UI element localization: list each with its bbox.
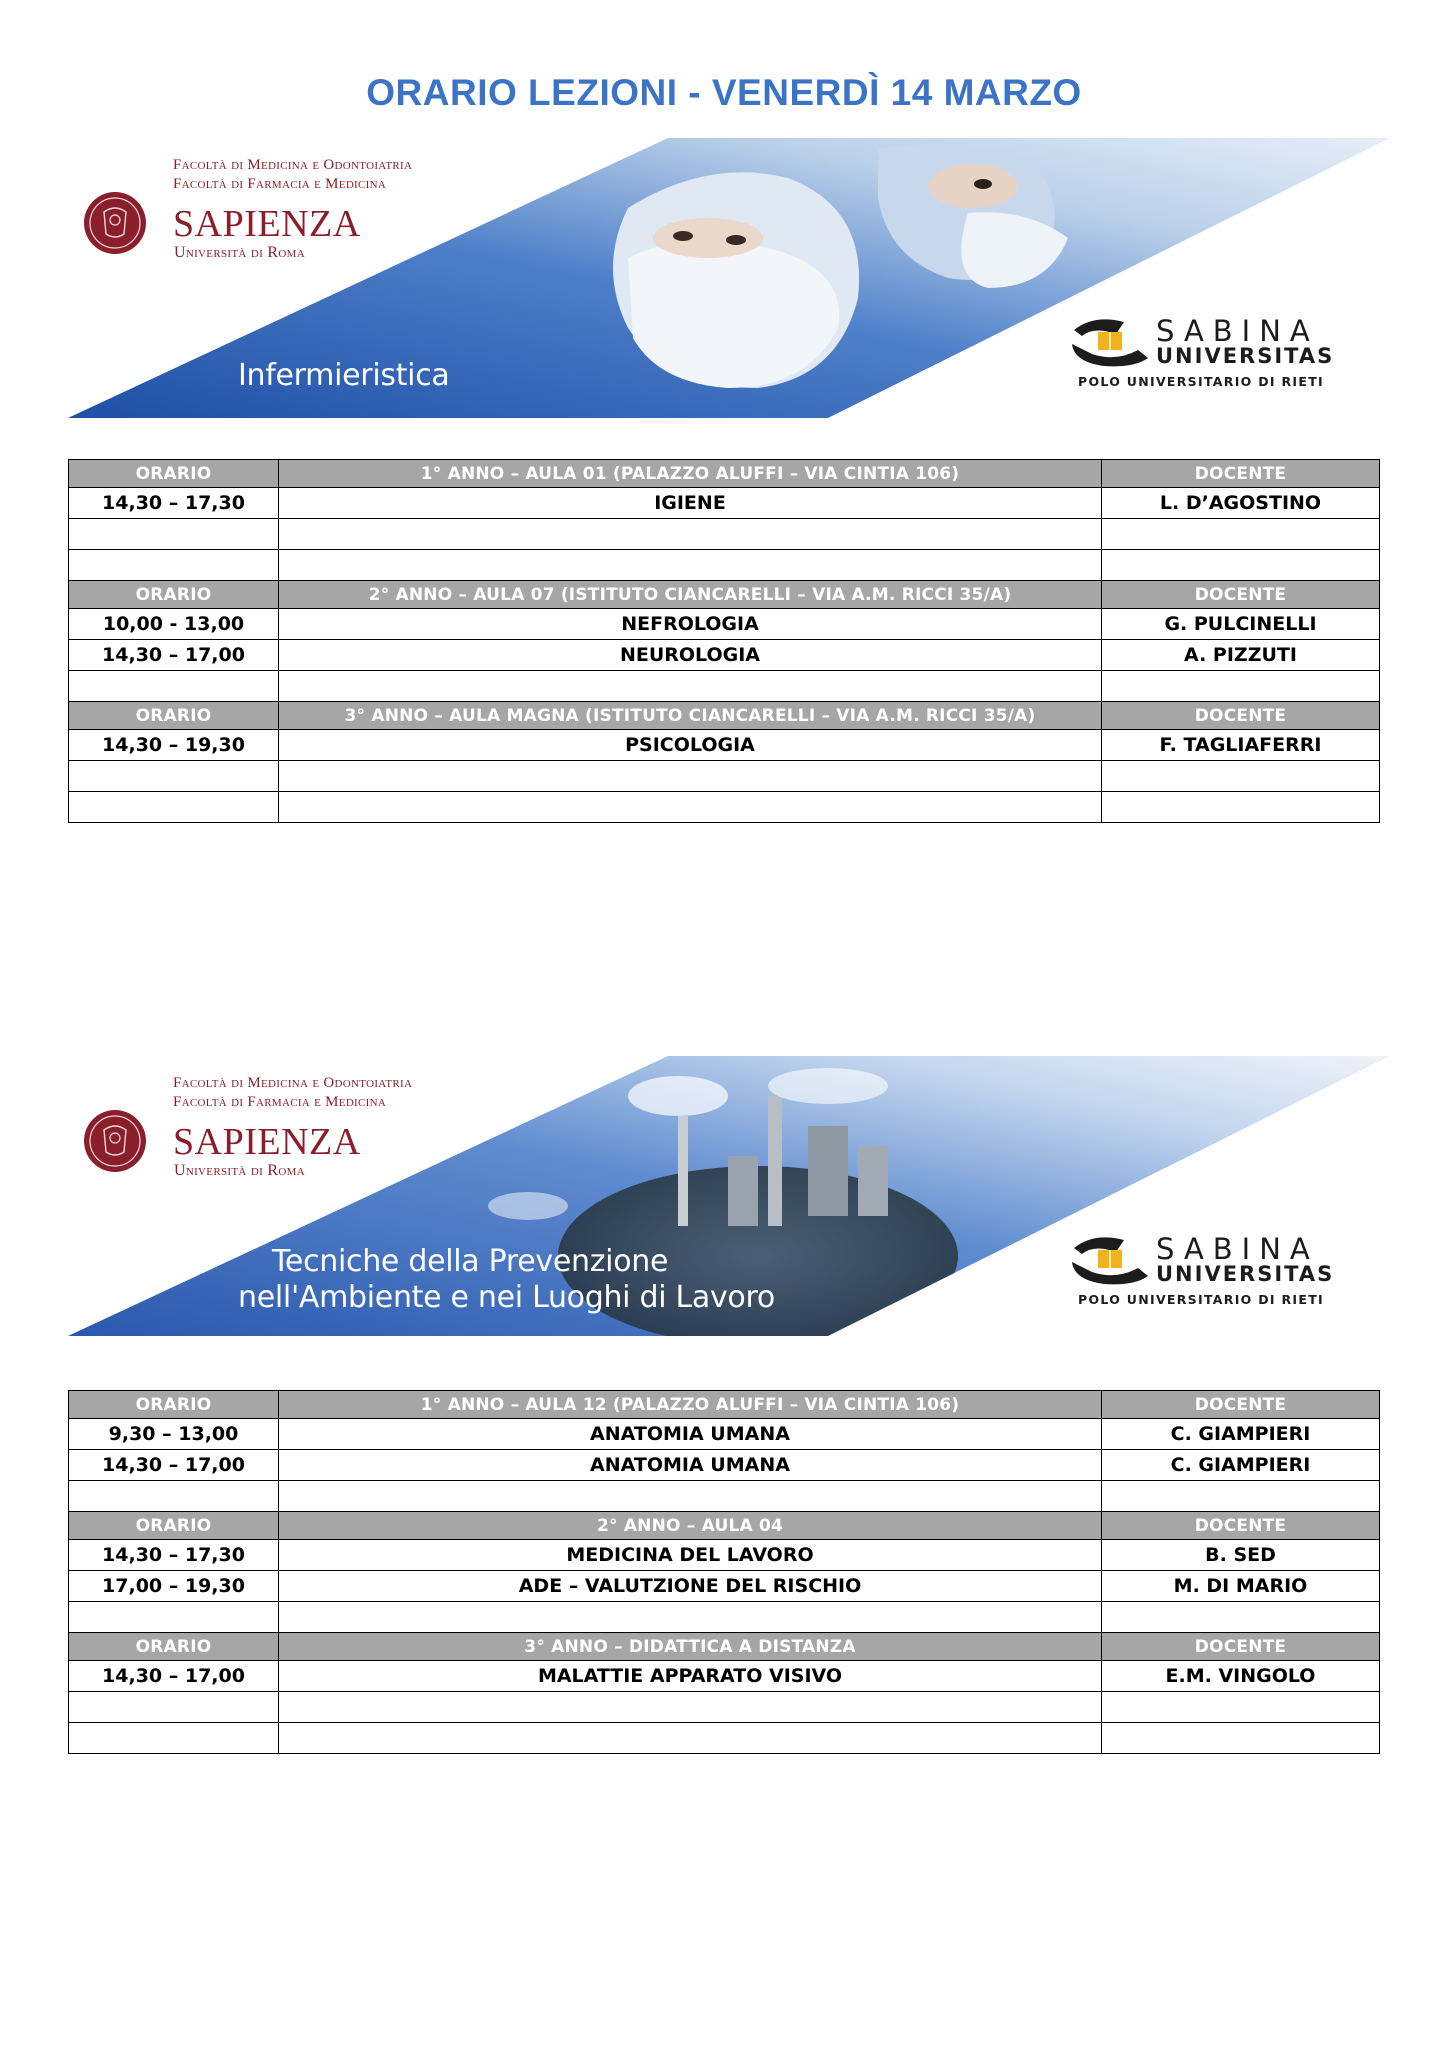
teacher-cell: C. GIAMPIERI [1102, 1450, 1380, 1481]
university-subtitle: Università di Roma [174, 244, 305, 261]
header-time: ORARIO [69, 1391, 279, 1419]
sabina-book-icon [1064, 1232, 1164, 1292]
time-cell: 14,30 – 17,00 [69, 1450, 279, 1481]
course-name [238, 1244, 775, 1316]
table-row [69, 640, 1380, 671]
table-row [69, 1419, 1380, 1450]
time-cell [69, 1481, 279, 1512]
universitas-word: UNIVERSITAS [1156, 1262, 1335, 1286]
teacher-cell [1102, 550, 1380, 581]
table-row [69, 1723, 1380, 1754]
table-row [69, 792, 1380, 823]
time-cell [69, 1602, 279, 1633]
header-year-room: 1° ANNO – AULA 12 (PALAZZO ALUFFI – VIA CINTIA 106) [279, 1391, 1102, 1419]
table-row [69, 730, 1380, 761]
teacher-cell: E.M. VINGOLO [1102, 1661, 1380, 1692]
sabina-book-icon [1064, 314, 1164, 374]
sabina-word: SABINA [1156, 314, 1319, 348]
teacher-cell: M. DI MARIO [1102, 1571, 1380, 1602]
header-year-room: 2° ANNO – AULA 04 [279, 1512, 1102, 1540]
teacher-cell [1102, 1723, 1380, 1754]
banner-tecniche-prevenzione [68, 1056, 1390, 1336]
teacher-cell [1102, 792, 1380, 823]
table-row [69, 488, 1380, 519]
subject-cell: ANATOMIA UMANA [279, 1450, 1102, 1481]
teacher-cell: F. TAGLIAFERRI [1102, 730, 1380, 761]
teacher-cell [1102, 1481, 1380, 1512]
subject-cell [279, 1602, 1102, 1633]
course-name [238, 358, 449, 394]
time-cell [69, 519, 279, 550]
banner-infermieristica [68, 138, 1390, 418]
time-cell [69, 671, 279, 702]
time-cell [69, 761, 279, 792]
table-row [69, 671, 1380, 702]
sabina-word: SABINA [1156, 1232, 1319, 1266]
table-row [69, 1481, 1380, 1512]
polo-universitario: POLO UNIVERSITARIO DI RIETI [1078, 1292, 1324, 1307]
header-year-room: 1° ANNO – AULA 01 (PALAZZO ALUFFI – VIA CINTIA 106) [279, 460, 1102, 488]
subject-cell: MEDICINA DEL LAVORO [279, 1540, 1102, 1571]
subject-cell: IGIENE [279, 488, 1102, 519]
teacher-cell [1102, 671, 1380, 702]
table-header-row [69, 702, 1380, 730]
time-cell: 14,30 – 17,30 [69, 488, 279, 519]
header-year-room: 2° ANNO – AULA 07 (ISTITUTO CIANCARELLI – VIA A.M. RICCI 35/A) [279, 581, 1102, 609]
time-cell [69, 550, 279, 581]
header-time: ORARIO [69, 1512, 279, 1540]
subject-cell [279, 792, 1102, 823]
subject-cell [279, 550, 1102, 581]
table-header-row [69, 1633, 1380, 1661]
schedule-table-tecniche-prevenzione [68, 1390, 1380, 1754]
header-teacher: DOCENTE [1102, 1512, 1380, 1540]
table-row [69, 1450, 1380, 1481]
header-year-room: 3° ANNO – DIDATTICA A DISTANZA [279, 1633, 1102, 1661]
subject-cell: NEUROLOGIA [279, 640, 1102, 671]
subject-cell: NEFROLOGIA [279, 609, 1102, 640]
teacher-cell: G. PULCINELLI [1102, 609, 1380, 640]
header-time: ORARIO [69, 581, 279, 609]
page-title: ORARIO LEZIONI - VENERDÌ 14 MARZO [366, 72, 1082, 113]
table-row [69, 1571, 1380, 1602]
subject-cell [279, 1692, 1102, 1723]
table-row [69, 761, 1380, 792]
table-header-row [69, 1512, 1380, 1540]
time-cell [69, 1723, 279, 1754]
teacher-cell: B. SED [1102, 1540, 1380, 1571]
header-teacher: DOCENTE [1102, 702, 1380, 730]
subject-cell: MALATTIE APPARATO VISIVO [279, 1661, 1102, 1692]
polo-universitario: POLO UNIVERSITARIO DI RIETI [1078, 374, 1324, 389]
header-teacher: DOCENTE [1102, 460, 1380, 488]
time-cell: 14,30 – 17,30 [69, 1540, 279, 1571]
subject-cell: ADE – VALUTZIONE DEL RISCHIO [279, 1571, 1102, 1602]
subject-cell [279, 519, 1102, 550]
header-teacher: DOCENTE [1102, 1391, 1380, 1419]
faculty-names [173, 1074, 412, 1112]
time-cell: 14,30 – 17,00 [69, 1661, 279, 1692]
course-line-2: nell'Ambiente e nei Luoghi di Lavoro [238, 1280, 775, 1315]
course-line-1: Tecniche della Prevenzione [272, 1244, 669, 1279]
header-time: ORARIO [69, 1633, 279, 1661]
header-year-room: 3° ANNO – AULA MAGNA (ISTITUTO CIANCARELLI – VIA A.M. RICCI 35/A) [279, 702, 1102, 730]
universitas-word: UNIVERSITAS [1156, 344, 1335, 368]
table-row [69, 1661, 1380, 1692]
teacher-cell [1102, 761, 1380, 792]
table-row [69, 1540, 1380, 1571]
subject-cell [279, 761, 1102, 792]
table-row [69, 1602, 1380, 1633]
time-cell: 10,00 - 13,00 [69, 609, 279, 640]
faculty-line-1: Facoltà di Medicina e Odontoiatria [173, 1075, 413, 1091]
teacher-cell [1102, 1602, 1380, 1633]
header-time: ORARIO [69, 702, 279, 730]
schedule-table-infermieristica [68, 459, 1380, 823]
header-time: ORARIO [69, 460, 279, 488]
time-cell: 17,00 – 19,30 [69, 1571, 279, 1602]
time-cell: 14,30 – 19,30 [69, 730, 279, 761]
subject-cell [279, 1481, 1102, 1512]
course-line-1: Infermieristica [238, 358, 450, 393]
time-cell: 14,30 – 17,00 [69, 640, 279, 671]
university-subtitle: Università di Roma [174, 1162, 305, 1179]
table-row [69, 609, 1380, 640]
subject-cell: PSICOLOGIA [279, 730, 1102, 761]
subject-cell: ANATOMIA UMANA [279, 1419, 1102, 1450]
table-row [69, 550, 1380, 581]
sabina-universitas-logo [1064, 314, 1364, 394]
teacher-cell: A. PIZZUTI [1102, 640, 1380, 671]
subject-cell [279, 671, 1102, 702]
table-header-row [69, 1391, 1380, 1419]
sabina-universitas-logo [1064, 1232, 1364, 1312]
teacher-cell [1102, 1692, 1380, 1723]
time-cell [69, 1692, 279, 1723]
table-row [69, 1692, 1380, 1723]
header-teacher: DOCENTE [1102, 581, 1380, 609]
time-cell [69, 792, 279, 823]
faculty-line-2: Facoltà di Farmacia e Medicina [173, 1094, 387, 1110]
table-header-row [69, 460, 1380, 488]
header-teacher: DOCENTE [1102, 1633, 1380, 1661]
teacher-cell: C. GIAMPIERI [1102, 1419, 1380, 1450]
subject-cell [279, 1723, 1102, 1754]
sapienza-wordmark: SAPIENZA [173, 203, 361, 245]
faculty-line-1: Facoltà di Medicina e Odontoiatria [173, 157, 413, 173]
sapienza-wordmark: SAPIENZA [173, 1121, 361, 1163]
teacher-cell [1102, 519, 1380, 550]
teacher-cell: L. D’AGOSTINO [1102, 488, 1380, 519]
table-row [69, 519, 1380, 550]
faculty-line-2: Facoltà di Farmacia e Medicina [173, 176, 387, 192]
table-header-row [69, 581, 1380, 609]
time-cell: 9,30 – 13,00 [69, 1419, 279, 1450]
faculty-names [173, 156, 412, 194]
